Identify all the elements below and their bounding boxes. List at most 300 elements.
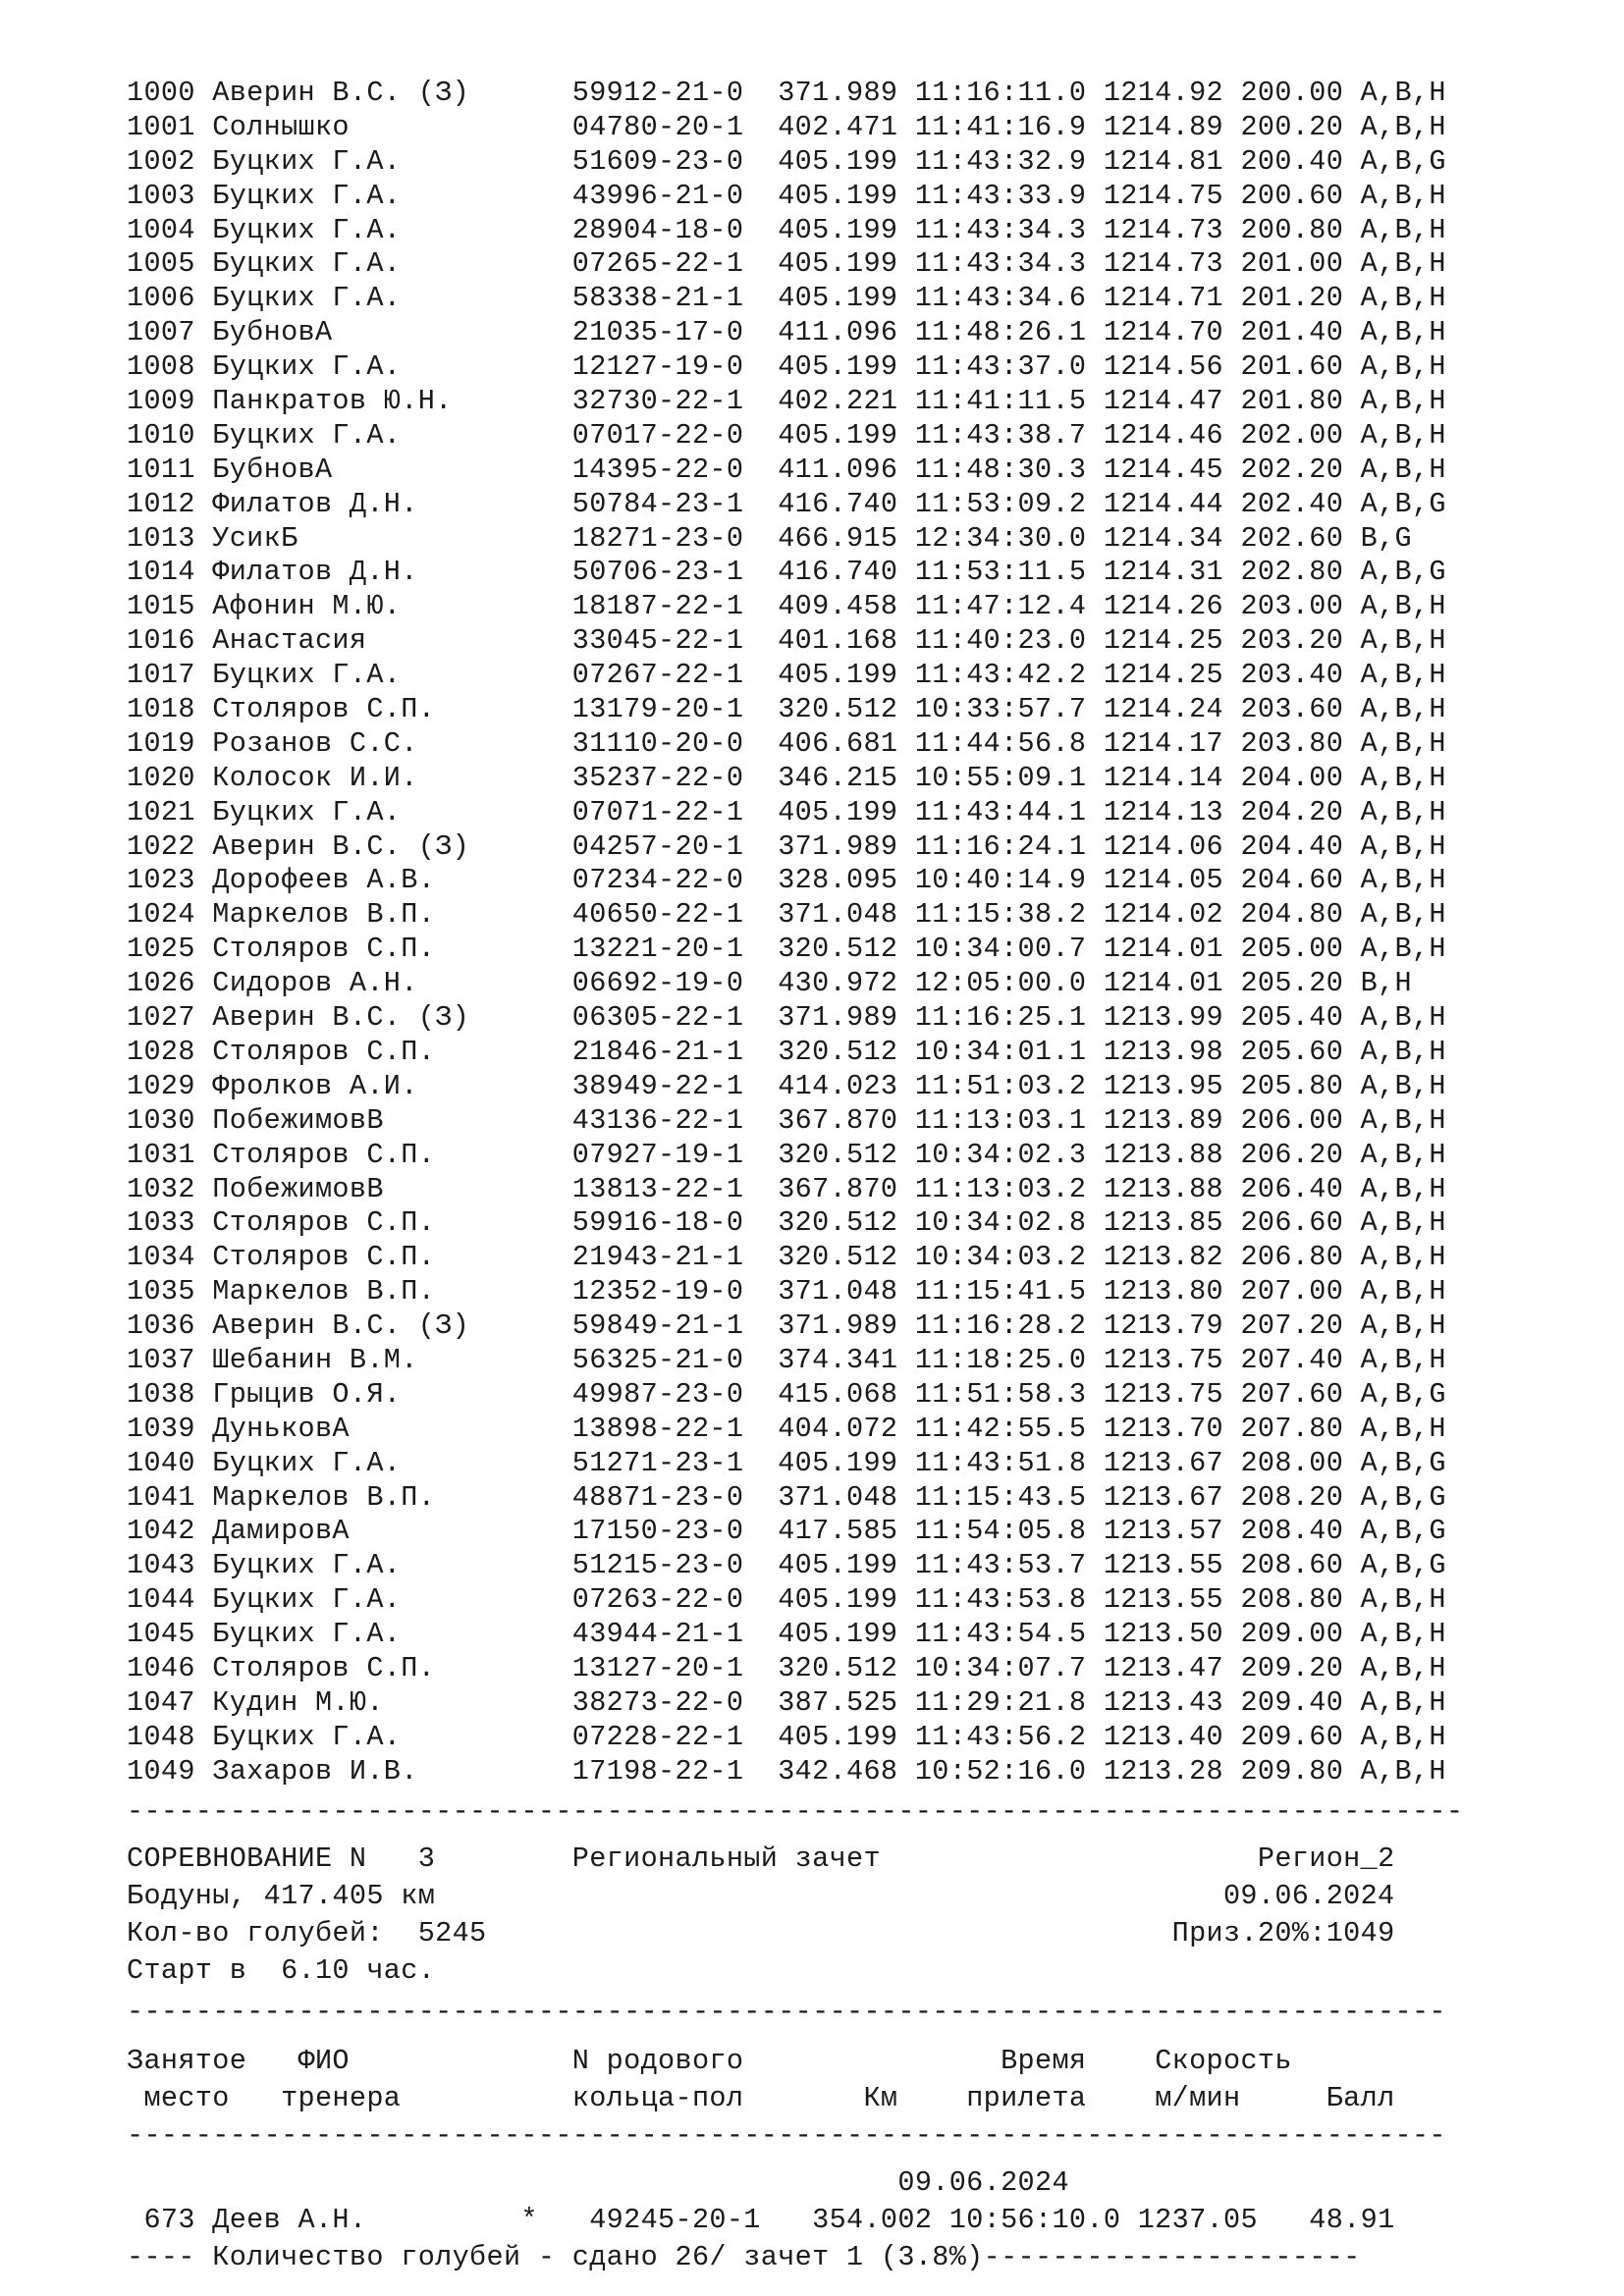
row-place: 1031 [127,1138,195,1171]
table-row [127,145,1570,180]
row-km: 405.199 [778,247,898,281]
row-name: Столяров С.П. [212,1035,436,1068]
row-flags: A,B,H [1360,590,1446,623]
table-row [127,1309,1570,1344]
row-speed: 1214.89 [1103,110,1223,143]
row-time: 10:34:02.3 [914,1138,1087,1171]
row-km: 320.512 [778,933,898,966]
row-flags: A,B,H [1360,659,1446,692]
row-ring: 50706-23-1 [571,556,744,589]
row-time: 11:43:54.5 [914,1618,1087,1651]
row-speed: 1214.47 [1103,385,1223,418]
row-km: 371.989 [778,77,898,109]
row-ring: 07228-22-1 [571,1720,744,1753]
column-header: Балл [1326,2081,1395,2114]
row-ring: 49987-23-0 [571,1377,744,1411]
row-time: 11:43:33.9 [914,179,1087,212]
scoring-type: Региональный зачет [571,1842,881,1875]
row-place: 1033 [127,1206,195,1240]
row-speed: 1214.17 [1103,726,1223,760]
row-points: 201.60 [1240,350,1344,384]
row-place: 1027 [127,1001,195,1035]
row-km: 320.512 [778,1206,898,1240]
row-km: 374.341 [778,1343,898,1376]
result-place: 673 [143,2203,195,2236]
row-place: 1037 [127,1343,195,1376]
row-flags: A,B,H [1360,1583,1446,1617]
row-flags: A,B,H [1360,1138,1446,1171]
row-km: 405.199 [778,213,898,246]
row-place: 1017 [127,659,195,692]
row-time: 11:43:44.1 [914,795,1087,828]
table-row [127,1686,1570,1721]
row-time: 11:51:58.3 [914,1377,1087,1411]
row-points: 207.00 [1240,1275,1344,1308]
table-row [127,316,1570,350]
row-km: 416.740 [778,556,898,589]
row-ring: 04257-20-1 [571,829,744,863]
row-speed: 1214.75 [1103,179,1223,212]
row-flags: A,B,H [1360,282,1446,315]
row-flags: A,B,H [1360,1685,1446,1719]
row-time: 10:33:57.7 [914,693,1087,726]
row-speed: 1213.57 [1103,1515,1223,1548]
row-name: Аверин В.С. (З) [212,1001,470,1035]
row-speed: 1214.31 [1103,556,1223,589]
row-time: 10:55:09.1 [914,761,1087,794]
row-ring: 17150-23-0 [571,1515,744,1548]
row-km: 371.989 [778,829,898,863]
row-place: 1039 [127,1412,195,1445]
row-speed: 1214.14 [1103,761,1223,794]
row-name: Солнышко [212,110,350,143]
row-flags: A,B,H [1360,933,1446,966]
row-name: ПобежимовВ [212,1172,384,1205]
table-row [127,1583,1570,1618]
row-flags: A,B,H [1360,453,1446,486]
row-place: 1045 [127,1618,195,1651]
row-name: ПобежимовВ [212,1103,384,1137]
row-ring: 59916-18-0 [571,1206,744,1240]
row-flags: A,B,H [1360,350,1446,384]
row-km: 346.215 [778,761,898,794]
row-points: 209.00 [1240,1618,1344,1651]
column-header: Скорость [1155,2044,1292,2077]
row-km: 387.525 [778,1685,898,1719]
row-flags: A,B,H [1360,213,1446,246]
row-points: 201.00 [1240,247,1344,281]
row-place: 1014 [127,556,195,589]
table-row [127,1721,1570,1755]
table-row [127,1104,1570,1139]
row-name: Столяров С.П. [212,933,436,966]
row-time: 11:29:21.8 [914,1685,1087,1719]
row-time: 11:43:38.7 [914,418,1087,452]
row-km: 405.199 [778,418,898,452]
row-speed: 1213.55 [1103,1549,1223,1582]
row-speed: 1213.40 [1103,1720,1223,1753]
table-row [127,590,1570,624]
row-points: 203.20 [1240,624,1344,658]
row-time: 11:16:24.1 [914,829,1087,863]
competition-date: 09.06.2024 [1222,1879,1395,1912]
column-header: Время [1001,2044,1087,2077]
row-km: 371.048 [778,1480,898,1514]
row-points: 200.00 [1240,77,1344,109]
row-ring: 48871-23-0 [571,1480,744,1514]
row-km: 371.989 [778,1309,898,1343]
table-row [127,693,1570,727]
row-time: 11:48:26.1 [914,316,1087,349]
row-flags: A,B,H [1360,1720,1446,1753]
row-place: 1020 [127,761,195,794]
separator-line: ----------------------------------------------------------------------------- [127,1995,1446,2028]
separator-line: ----------------------------------------------------------------------------- [127,2118,1446,2152]
row-name: Буцких Г.А. [212,1583,402,1617]
table-row [127,419,1570,454]
row-flags: A,B,H [1360,1754,1446,1788]
row-place: 1007 [127,316,195,349]
competition-title: СОРЕВНОВАНИЕ N 3 [127,1842,436,1875]
row-name: Буцких Г.А. [212,418,402,452]
row-place: 1012 [127,487,195,520]
row-km: 371.048 [778,1275,898,1308]
table-row [127,727,1570,762]
table-row [127,659,1570,693]
row-points: 208.00 [1240,1446,1344,1479]
row-km: 405.199 [778,282,898,315]
table-row [127,488,1570,522]
row-name: Буцких Г.А. [212,350,402,384]
row-place: 1030 [127,1103,195,1137]
row-points: 205.20 [1240,967,1344,1000]
row-points: 209.80 [1240,1754,1344,1788]
row-points: 206.40 [1240,1172,1344,1205]
table-row [127,522,1570,557]
row-place: 1015 [127,590,195,623]
row-points: 204.80 [1240,898,1344,932]
row-place: 1028 [127,1035,195,1068]
table-row [127,556,1570,590]
row-time: 11:16:11.0 [914,77,1087,109]
row-place: 1003 [127,179,195,212]
column-header-row-2 [127,2080,1570,2117]
row-speed: 1213.67 [1103,1446,1223,1479]
row-km: 401.168 [778,624,898,658]
row-name: Буцких Г.А. [212,795,402,828]
row-km: 320.512 [778,1035,898,1068]
summary-text: ---- Количество голубей - сдано 26/ зачет 1 (3.8%)---------------------- [127,2240,1361,2273]
row-speed: 1213.88 [1103,1138,1223,1171]
row-flags: A,B,H [1360,726,1446,760]
row-name: Аверин В.С. (З) [212,1309,470,1343]
row-km: 405.199 [778,179,898,212]
table-row [127,1173,1570,1207]
row-points: 200.80 [1240,213,1344,246]
table-row [127,247,1570,282]
row-flags: A,B,H [1360,247,1446,281]
row-points: 206.80 [1240,1241,1344,1274]
row-time: 11:43:34.6 [914,282,1087,315]
row-time: 11:43:53.8 [914,1583,1087,1617]
row-place: 1041 [127,1480,195,1514]
row-ring: 07263-22-0 [571,1583,744,1617]
row-place: 1044 [127,1583,195,1617]
column-header: тренера [281,2081,402,2114]
column-header: Занятое [127,2044,247,2077]
table-row [127,1378,1570,1413]
row-ring: 12352-19-0 [571,1275,744,1308]
row-km: 405.199 [778,1583,898,1617]
row-place: 1046 [127,1651,195,1684]
row-flags: A,B,H [1360,179,1446,212]
row-points: 200.60 [1240,179,1344,212]
row-place: 1016 [127,624,195,658]
row-name: Афонин М.Ю. [212,590,402,623]
row-ring: 32730-22-1 [571,385,744,418]
row-ring: 43944-21-1 [571,1618,744,1651]
row-flags: A,B,G [1360,556,1446,589]
column-header: N родового [571,2044,744,2077]
row-place: 1038 [127,1377,195,1411]
row-name: Анастасия [212,624,367,658]
row-time: 10:34:03.2 [914,1241,1087,1274]
row-time: 10:34:07.7 [914,1651,1087,1684]
row-name: Розанов С.С. [212,726,418,760]
row-time: 11:53:11.5 [914,556,1087,589]
row-speed: 1213.75 [1103,1343,1223,1376]
row-time: 11:51:03.2 [914,1069,1087,1102]
row-time: 11:53:09.2 [914,487,1087,520]
row-speed: 1214.44 [1103,487,1223,520]
row-ring: 13127-20-1 [571,1651,744,1684]
prize-info: Приз.20%:1049 [1171,1916,1395,1949]
row-place: 1005 [127,247,195,281]
row-km: 320.512 [778,1138,898,1171]
row-flags: A,B,H [1360,1172,1446,1205]
row-speed: 1214.34 [1103,521,1223,555]
row-ring: 07927-19-1 [571,1138,744,1171]
row-place: 1008 [127,350,195,384]
row-flags: B,H [1360,967,1412,1000]
row-flags: A,B,H [1360,829,1446,863]
row-points: 207.20 [1240,1309,1344,1343]
row-flags: A,B,H [1360,1275,1446,1308]
row-time: 11:54:05.8 [914,1515,1087,1548]
table-row [127,762,1570,796]
table-row [127,933,1570,967]
row-points: 208.20 [1240,1480,1344,1514]
table-row [127,1036,1570,1070]
row-time: 11:15:38.2 [914,898,1087,932]
row-flags: A,B,H [1360,418,1446,452]
row-place: 1048 [127,1720,195,1753]
row-km: 342.468 [778,1754,898,1788]
location-line [127,1878,1570,1915]
row-flags: A,B,H [1360,1035,1446,1068]
row-time: 10:34:01.1 [914,1035,1087,1068]
row-ring: 43996-21-0 [571,179,744,212]
row-time: 11:43:56.2 [914,1720,1087,1753]
row-place: 1004 [127,213,195,246]
row-ring: 33045-22-1 [571,624,744,658]
region-label: Регион_2 [1257,1842,1395,1875]
table-row [127,1481,1570,1516]
row-name: Буцких Г.А. [212,1720,402,1753]
table-row [127,77,1570,111]
row-ring: 14395-22-0 [571,453,744,486]
row-time: 11:43:37.0 [914,350,1087,384]
row-points: 206.60 [1240,1206,1344,1240]
row-flags: B,G [1360,521,1412,555]
row-name: Колосок И.И. [212,761,418,794]
row-flags: A,B,H [1360,1309,1446,1343]
row-place: 1021 [127,795,195,828]
row-flags: A,B,H [1360,795,1446,828]
row-speed: 1213.82 [1103,1241,1223,1274]
row-place: 1035 [127,1275,195,1308]
row-km: 371.989 [778,1001,898,1035]
row-place: 1023 [127,864,195,897]
table-row [127,1413,1570,1447]
row-name: Захаров И.В. [212,1754,418,1788]
pigeons-line [127,1915,1570,1952]
row-km: 405.199 [778,1549,898,1582]
row-name: Аверин В.С. (З) [212,77,470,109]
row-km: 406.681 [778,726,898,760]
row-speed: 1214.06 [1103,829,1223,863]
row-flags: A,B,H [1360,1651,1446,1684]
row-ring: 35237-22-0 [571,761,744,794]
row-time: 12:34:30.0 [914,521,1087,555]
table-row [127,1139,1570,1173]
row-time: 11:44:56.8 [914,726,1087,760]
table-row [127,1755,1570,1789]
column-header: прилета [966,2081,1087,2114]
row-flags: A,B,H [1360,898,1446,932]
row-ring: 56325-21-0 [571,1343,744,1376]
row-place: 1006 [127,282,195,315]
row-km: 367.870 [778,1172,898,1205]
row-time: 12:05:00.0 [914,967,1087,1000]
row-place: 1002 [127,144,195,178]
row-flags: A,B,H [1360,110,1446,143]
row-ring: 13813-22-1 [571,1172,744,1205]
row-speed: 1213.88 [1103,1172,1223,1205]
row-speed: 1214.46 [1103,418,1223,452]
row-ring: 07017-22-0 [571,418,744,452]
row-name: Филатов Д.Н. [212,487,418,520]
row-place: 1011 [127,453,195,486]
results-document [127,77,1570,2276]
row-speed: 1214.56 [1103,350,1223,384]
result-mark: * [520,2203,538,2236]
table-row [127,1447,1570,1481]
row-speed: 1214.70 [1103,316,1223,349]
row-speed: 1213.98 [1103,1035,1223,1068]
row-ring: 17198-22-1 [571,1754,744,1788]
row-speed: 1214.73 [1103,247,1223,281]
row-place: 1001 [127,110,195,143]
row-km: 405.199 [778,350,898,384]
summary-line [127,2239,1570,2276]
row-flags: A,B,H [1360,761,1446,794]
row-ring: 59912-21-0 [571,77,744,109]
row-points: 209.40 [1240,1685,1344,1719]
row-name: Буцких Г.А. [212,1446,402,1479]
row-speed: 1214.13 [1103,795,1223,828]
row-name: Аверин В.С. (З) [212,829,470,863]
row-ring: 38949-22-1 [571,1069,744,1102]
table-row [127,1344,1570,1378]
row-time: 10:34:00.7 [914,933,1087,966]
table-row [127,180,1570,214]
row-km: 405.199 [778,795,898,828]
row-km: 371.048 [778,898,898,932]
table-row [127,624,1570,659]
row-ring: 21035-17-0 [571,316,744,349]
row-place: 1032 [127,1172,195,1205]
row-km: 402.471 [778,110,898,143]
row-name: Маркелов В.П. [212,1480,436,1514]
row-speed: 1213.80 [1103,1275,1223,1308]
row-ring: 13179-20-1 [571,693,744,726]
row-name: Буцких Г.А. [212,179,402,212]
row-ring: 43136-22-1 [571,1103,744,1137]
row-flags: A,B,H [1360,385,1446,418]
result-km: 354.002 [812,2203,933,2236]
row-name: Шебанин В.М. [212,1343,418,1376]
row-points: 200.20 [1240,110,1344,143]
column-header-row-1 [127,2043,1570,2080]
row-speed: 1213.67 [1103,1480,1223,1514]
table-row [127,1206,1570,1241]
row-km: 402.221 [778,385,898,418]
row-points: 203.00 [1240,590,1344,623]
column-header: м/мин [1155,2081,1241,2114]
row-time: 11:16:25.1 [914,1001,1087,1035]
table-row [127,1070,1570,1104]
row-flags: A,B,G [1360,1446,1446,1479]
row-ring: 07265-22-1 [571,247,744,281]
table-row [127,214,1570,248]
row-time: 11:15:41.5 [914,1275,1087,1308]
row-speed: 1213.79 [1103,1309,1223,1343]
row-time: 11:40:23.0 [914,624,1087,658]
row-km: 405.199 [778,659,898,692]
competition-footer [127,1793,1570,2276]
pigeon-count: Кол-во голубей: 5245 [127,1916,487,1949]
row-name: Сидоров А.Н. [212,967,418,1000]
row-name: ДуньковА [212,1412,350,1445]
row-points: 202.20 [1240,453,1344,486]
row-speed: 1213.85 [1103,1206,1223,1240]
row-km: 320.512 [778,1651,898,1684]
row-flags: A,B,H [1360,1412,1446,1445]
row-place: 1010 [127,418,195,452]
row-ring: 07071-22-1 [571,795,744,828]
row-name: Буцких Г.А. [212,659,402,692]
row-speed: 1214.71 [1103,282,1223,315]
row-points: 201.40 [1240,316,1344,349]
result-date: 09.06.2024 [897,2165,1069,2199]
row-place: 1018 [127,693,195,726]
row-flags: A,B,H [1360,1343,1446,1376]
row-place: 1026 [127,967,195,1000]
row-speed: 1214.05 [1103,864,1223,897]
row-name: Панкратов Ю.Н. [212,385,453,418]
row-points: 207.40 [1240,1343,1344,1376]
